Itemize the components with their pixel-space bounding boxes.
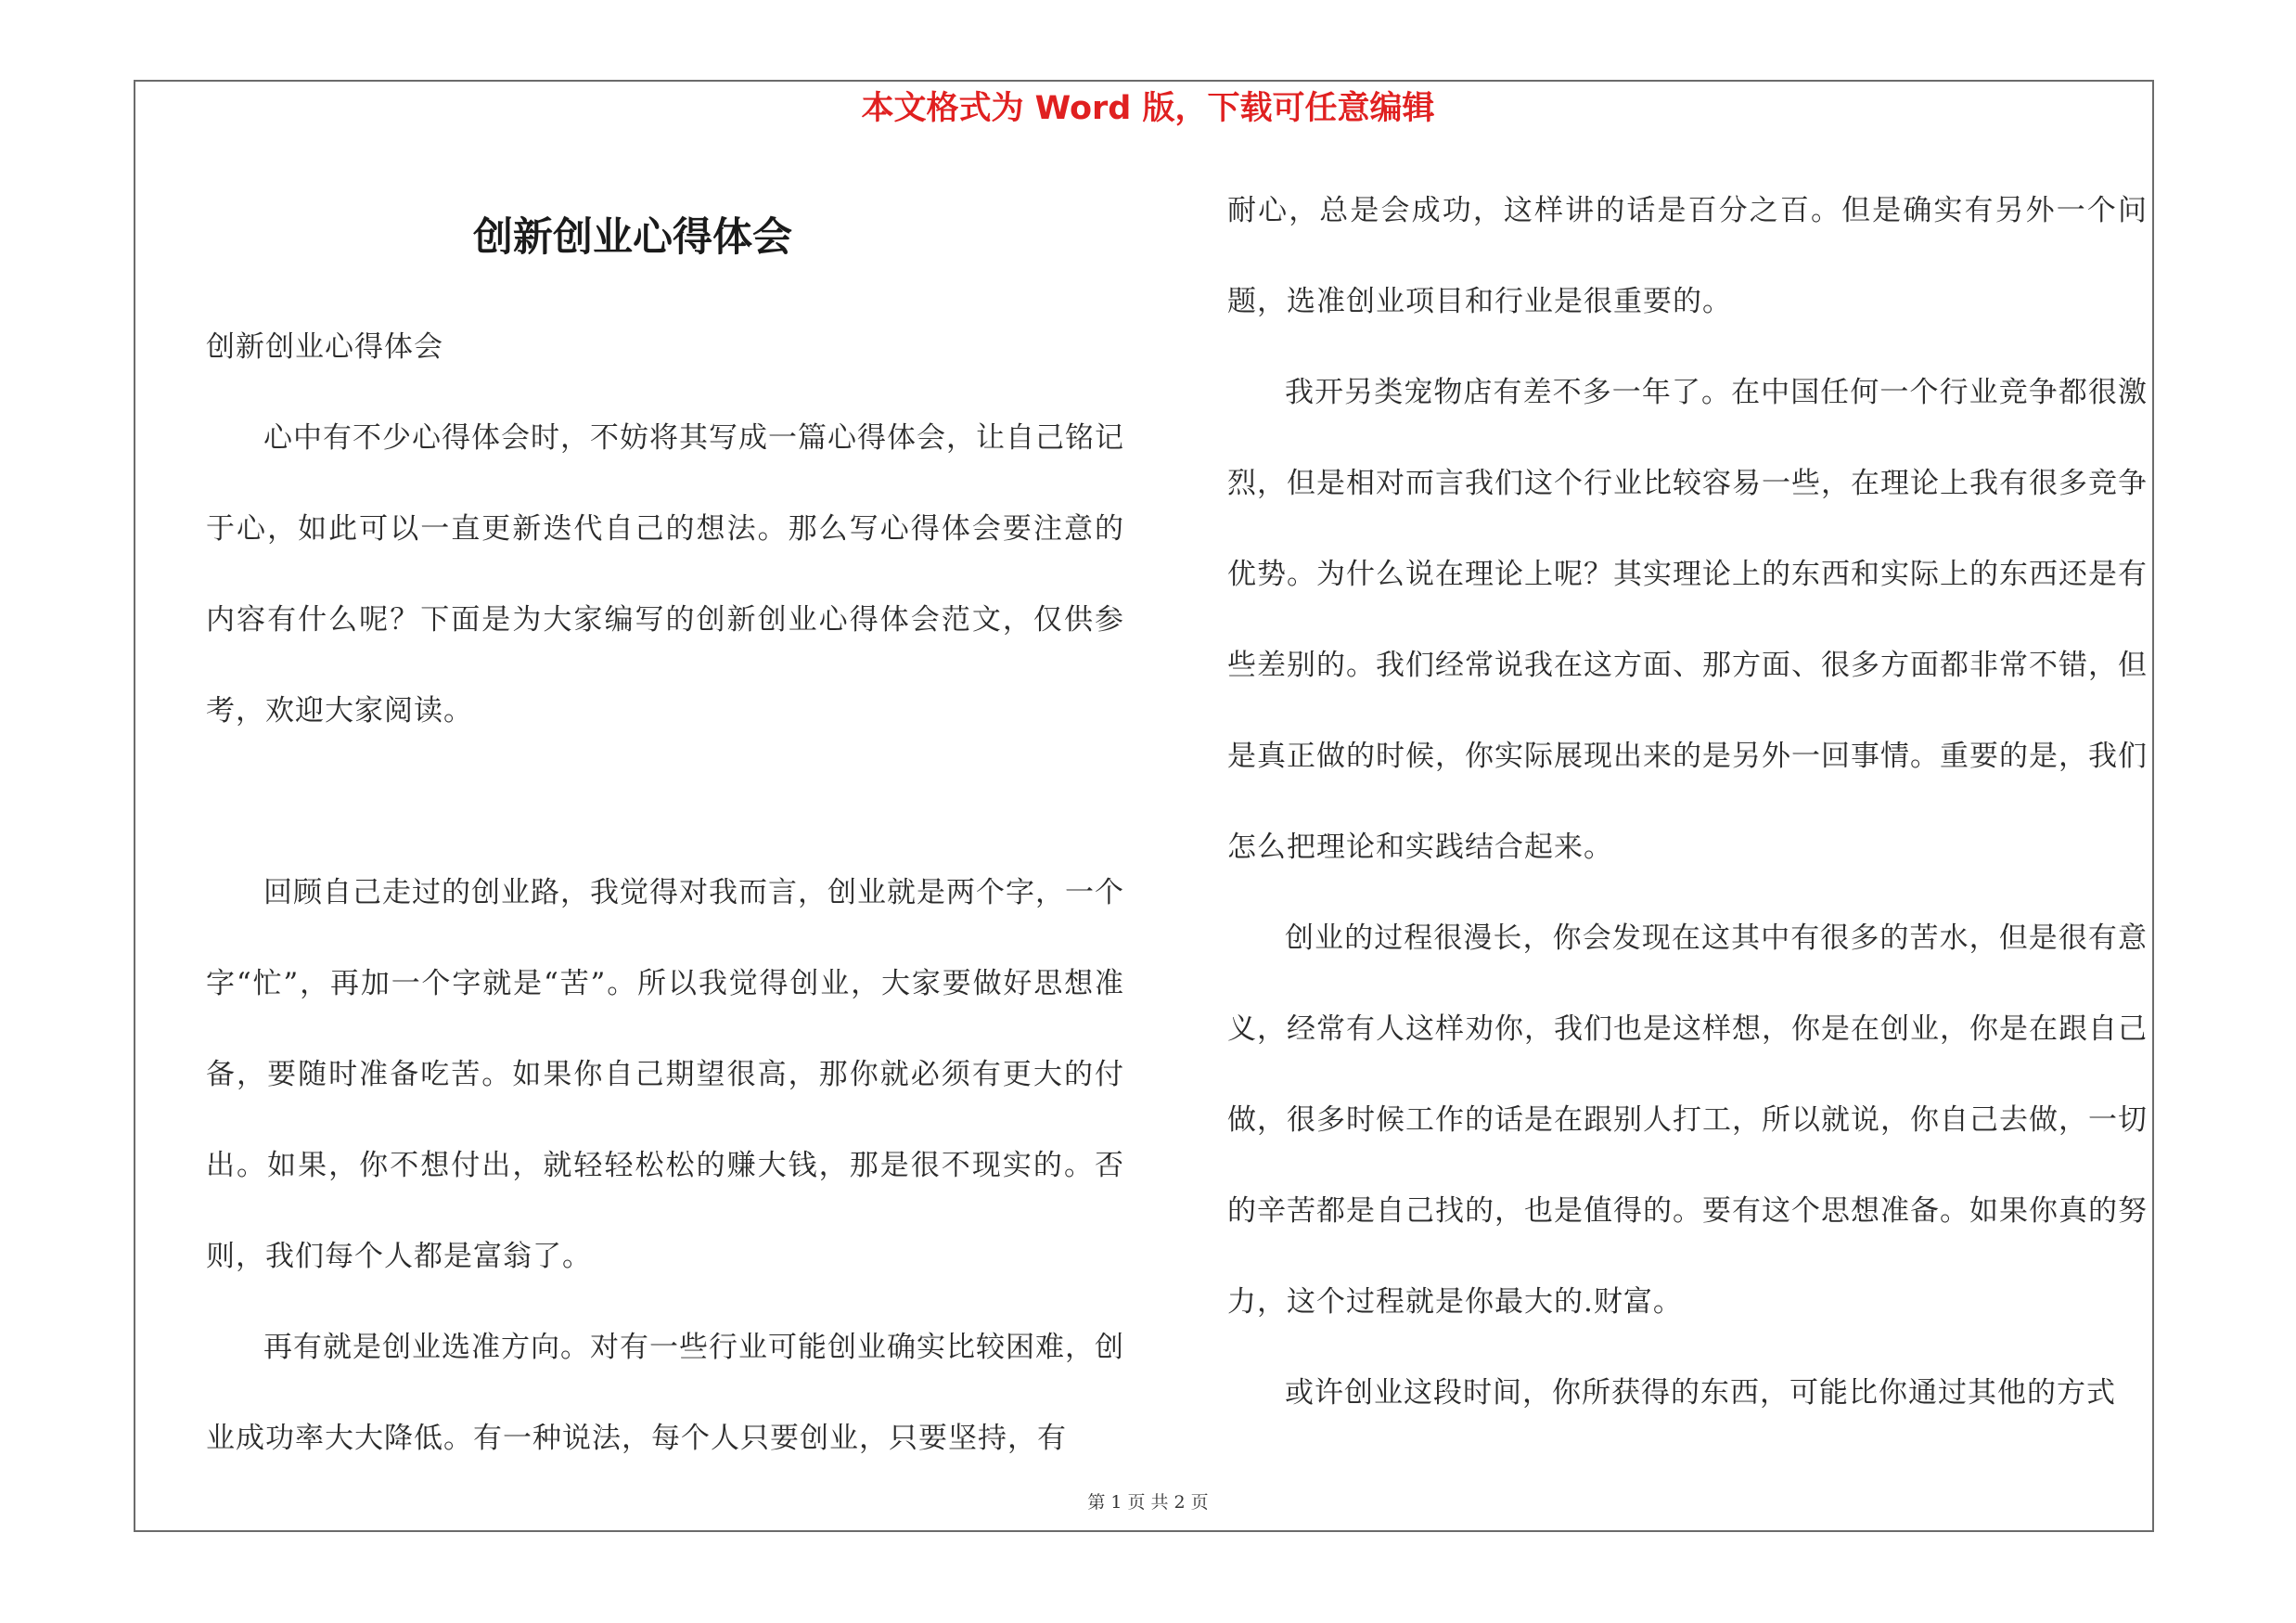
document-title: 创新创业心得体会 xyxy=(473,214,792,261)
body-paragraph: 再有就是创业选准方向。对有一些行业可能创业确实比较困难，创业成功率大大降低。有一种说法，每个人只要创业，只要坚持，有 xyxy=(206,1331,1124,1455)
word-format-banner: 本文格式为 Word 版，下载可任意编辑 xyxy=(861,90,1435,127)
subtitle-paragraph: 创新创业心得体会 xyxy=(206,330,443,364)
body-paragraph: 或许创业这段时间，你所获得的东西，可能比你通过其他的方式 xyxy=(1285,1376,2116,1410)
page-number-footer: 第 1 页 共 2 页 xyxy=(1087,1492,1209,1513)
body-paragraph: 我开另类宠物店有差不多一年了。在中国任何一个行业竞争都很激烈，但是相对而言我们这个行业比较容易一些，在理论上我有很多竞争优势。为什么说在理论上呢？其实理论上的东西和实际上的东西还是有些差别的。我们经常说我在这方面、那方面、很多方面都非常不错，但是真正做的时候，你实际展现出来的是另外一回事情。重要的是，我们怎么把理论和实践结合起来。 xyxy=(1227,376,2148,864)
body-paragraph: 回顾自己走过的创业路，我觉得对我而言，创业就是两个字，一个字“忙”，再加一个字就是“苦”。所以我觉得创业，大家要做好思想准备，要随时准备吃苦。如果你自己期望很高，那你就必须有更大的付出。如果，你不想付出，就轻轻松松的赚大钱，那是很不现实的。否则，我们每个人都是富翁了。 xyxy=(206,876,1124,1273)
intro-paragraph: 心中有不少心得体会时，不妨将其写成一篇心得体会，让自己铭记于心，如此可以一直更新迭代自己的想法。那么写心得体会要注意的内容有什么呢？下面是为大家编写的创新创业心得体会范文，仅供参考，欢迎大家阅读。 xyxy=(206,421,1124,728)
body-paragraph: 创业的过程很漫长，你会发现在这其中有很多的苦水，但是很有意义，经常有人这样劝你，我们也是这样想，你是在创业，你是在跟自己做，很多时候工作的话是在跟别人打工，所以就说，你自己去做，一切的辛苦都是自己找的，也是值得的。要有这个思想准备。如果你真的努力，这个过程就是你最大的.财富。 xyxy=(1227,921,2148,1319)
body-paragraph: 耐心，总是会成功，这样讲的话是百分之百。但是确实有另外一个问题，选准创业项目和行业是很重要的。 xyxy=(1227,194,2148,318)
